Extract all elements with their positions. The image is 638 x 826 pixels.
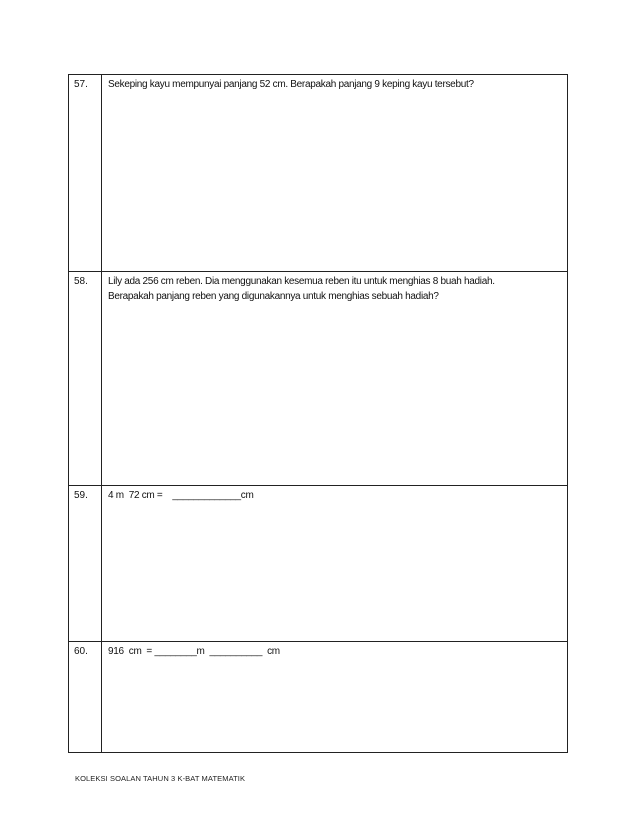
page-footer: KOLEKSI SOALAN TAHUN 3 K-BAT MATEMATIK (75, 774, 246, 783)
question-number: 57. (74, 79, 88, 90)
question-number-cell (69, 75, 102, 272)
question-row-58 (69, 272, 568, 486)
question-number-cell (69, 486, 102, 642)
question-number-cell (69, 642, 102, 753)
question-text: Sekeping kayu mempunyai panjang 52 cm. Berapakah panjang 9 keping kayu tersebut? (108, 79, 474, 90)
question-row-59 (69, 486, 568, 642)
question-row-57 (69, 75, 568, 272)
question-text: 4 m 72 cm = _____________cm (108, 490, 254, 501)
question-answer-cell[interactable] (102, 272, 568, 486)
question-answer-cell[interactable] (102, 642, 568, 753)
question-text-line-2: Berapakah panjang reben yang digunakannya untuk menghias sebuah hadiah? (108, 291, 439, 302)
question-table (68, 74, 568, 753)
question-number-cell (69, 272, 102, 486)
question-text: 916 cm = ________m __________ cm (108, 646, 280, 657)
question-row-60 (69, 642, 568, 753)
question-number: 58. (74, 276, 88, 287)
question-answer-cell[interactable] (102, 486, 568, 642)
question-text-line-1: Lily ada 256 cm reben. Dia menggunakan kesemua reben itu untuk menghias 8 buah hadiah. (108, 276, 495, 287)
question-answer-cell[interactable] (102, 75, 568, 272)
question-number: 59. (74, 490, 88, 501)
question-number: 60. (74, 646, 88, 657)
